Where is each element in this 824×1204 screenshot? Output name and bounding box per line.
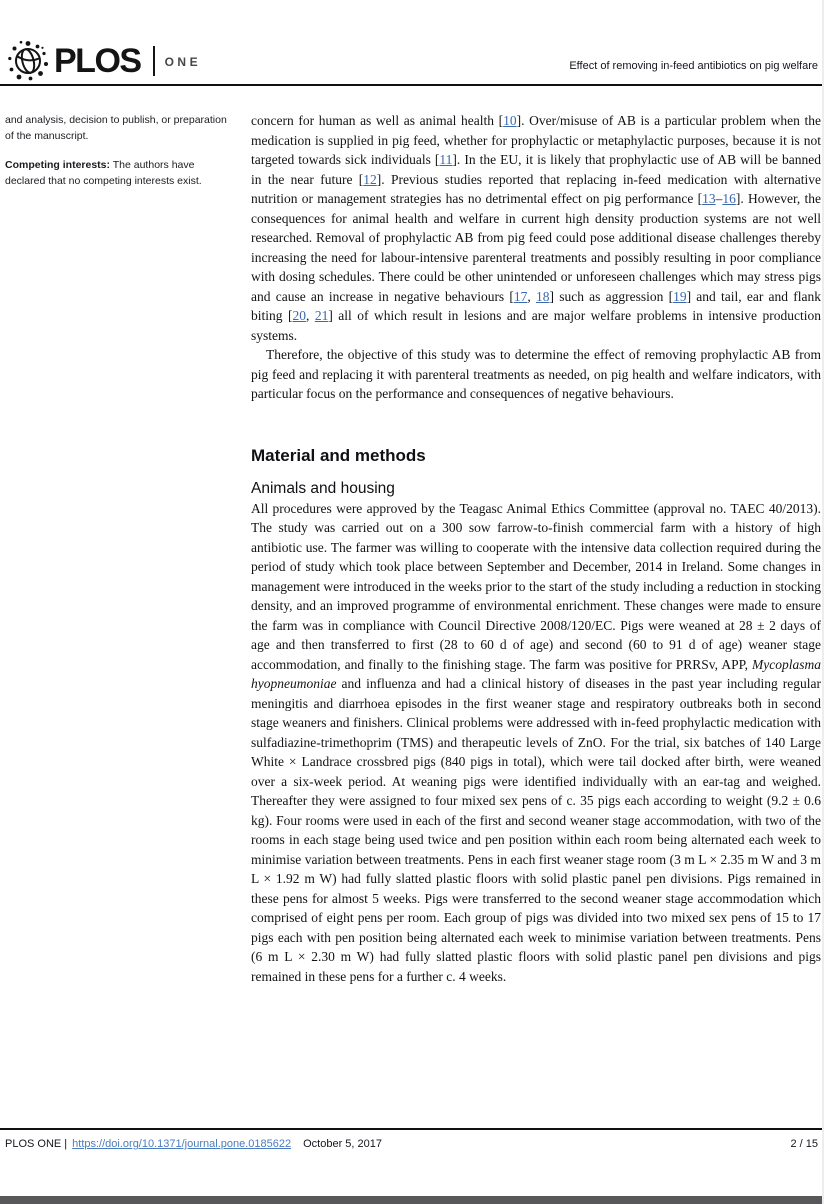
page-footer [5, 1138, 818, 1150]
subsection-heading-animals-and-housing: Animals and housing [251, 480, 395, 497]
reference-link[interactable]: 19 [673, 288, 687, 304]
plos-logo [8, 40, 201, 82]
body-text: ] and tail, ear and flank biting [ [251, 288, 821, 323]
footer-journal-label: PLOS ONE | [5, 1138, 68, 1150]
footer-date: October 5, 2017 [303, 1138, 382, 1150]
footer-citation [5, 1138, 382, 1150]
section-heading-material-and-methods: Material and methods [251, 445, 426, 465]
body-text: ]. Over/misuse of AB is a particular problem when the medication is supplied in pig feed, whether for prophylactic or metaphylactic purposes, because it is not targeted towards sick individuals [ [251, 113, 822, 167]
footer-page-number: 2 / 15 [790, 1138, 818, 1150]
footer-rule [0, 1128, 822, 1130]
reference-link[interactable]: 12 [363, 171, 377, 187]
methods-paragraph [251, 499, 821, 987]
one-wordmark: ONE [164, 55, 202, 69]
reference-link[interactable]: 11 [439, 152, 453, 167]
logo-divider [153, 46, 155, 76]
competing-interests-label: Competing interests: [5, 159, 111, 171]
body-text: and influenza and had a clinical history of diseases in the past year including regular meningitis and diarrhoea episodes in the first weaner stage and respiratory outbreaks both in second stage weaners and finishers. Clinical problems were addressed with in-feed prophylactic medication with sulfadiazine-trimethoprim (TMS) and therapeutic levels of ZnO. For the trial, six batches of 140 Large White × Landrace crossbred pigs (840 pigs in total), which were tail docked after birth, were weaned over a six-week period. At weaning pigs were identified individually with an ear-tag and weighed. Thereafter they were assigned to four mixed sex pens of c. 35 pigs each according to weight (9.2 ± 0.6 kg). Four rooms were used in each of the first and second weaner stage accommodation, with two of the rooms in each stage being used twice and pen position within each room being alternated each week to minimise variation between treatments. Pens in each first weaner stage room (3 m L × 2.35 m W and 3 m L × 1.92 m W) had fully slatted plastic floors with solid plastic panel pen divisions. Pigs remained in these pens for almost 5 weeks. Pigs were transferred to the second weaner stage accommodation which comprised of eight pens per room. Each group of pigs was divided into two mixed sex pens of 15 to 17 pigs each with pen position being alternated each week to minimise variation between treatments. Pens (6 m L × 2.30 m W) had fully slatted plastic floors with solid plastic panel pen divisions and pigs remained in these pens for a further c. 4 weeks. [251, 676, 821, 984]
body-text: concern for human as well as animal health [ [251, 113, 504, 128]
reference-link[interactable]: 21 [314, 308, 329, 323]
objective-paragraph: Therefore, the objective of this study was to determine the effect of removing prophylactic AB from pig feed and replacing it with parenteral treatments as needed, on pig health and welfare indicators, with particular focus on the performance and consequences of negative behaviours. [251, 347, 821, 401]
reference-link[interactable]: 13 [702, 191, 716, 206]
body-text: ]. In the EU, it is likely that prophylactic use of AB will be banned in the near future [ [251, 152, 821, 187]
body-text: All procedures were approved by the Teagasc Animal Ethics Committee (approval no. TAEC 40/2013). The study was carried out on a 300 sow farrow-to-finish commercial farm with a history of high antibiotic use. The farmer was willing to cooperate with the intensive data collection required during the period of study which took place between September and December, 2014 in Ireland. Some changes in management were introduced in the weeks prior to the start of the study including a reduction in stocking density, and an improved programme of environmental enrichment. These changes were made to ensure the farm was in compliance with Council Directive 2008/120/EC. Pigs were weaned at 28 ± 2 days of age and then transferred to first (28 to 60 d of age) and second (60 to 91 d of age) weaner stage accommodation, and finally to the finishing stage. The farm was positive for PRRSv, APP, [251, 500, 821, 672]
reference-link[interactable]: 18 [536, 288, 550, 304]
body-text: ] all of which result in lesions and are major welfare problems in intensive production systems. [251, 308, 821, 343]
running-head: Effect of removing in-feed antibiotics on pig welfare [569, 60, 818, 72]
reference-link[interactable]: 10 [503, 113, 517, 128]
funding-note-continuation: and analysis, decision to publish, or preparation of the manuscript. [5, 114, 227, 142]
globe-icon [8, 40, 48, 82]
reference-link[interactable]: 16 [722, 191, 736, 206]
intro-paragraph [251, 111, 821, 345]
header-rule [0, 84, 822, 86]
article-body [251, 111, 821, 986]
body-text: , [527, 288, 536, 304]
reference-link[interactable]: 20 [292, 308, 306, 323]
body-text: ]. However, the consequences for animal health and welfare in current high density production systems are not well researched. Removal of prophylactic AB from pig feed could pose additional disease challenges thereby increasing the need for labour-intensive parenteral treatments and possibly resulting in poor compliance with dosing schedules. There could be other unintended or unforeseen challenges which may stress pigs and cause an increase in negative behaviours [ [251, 191, 821, 304]
reference-link[interactable]: 17 [513, 288, 528, 304]
body-text: – [715, 191, 723, 206]
body-text: ]. Previous studies reported that replacing in-feed medication with alternative nutrition or management strategies has no detrimental effect on pig performance [ [251, 171, 821, 206]
italic-species-name: Mycoplasma hyopneumoniae [251, 656, 821, 691]
margin-notes [5, 113, 235, 203]
bottom-bar [0, 1196, 822, 1204]
body-text: , [305, 308, 315, 323]
competing-interests-note [5, 158, 235, 189]
page-header [0, 0, 822, 86]
competing-interests-text: The authors have declared that no competing interests exist. [5, 159, 202, 187]
plos-wordmark: PLOS [54, 42, 141, 80]
body-text: ] such as aggression [ [549, 288, 674, 304]
footer-doi-link[interactable]: https://doi.org/10.1371/journal.pone.0185622 [72, 1138, 292, 1150]
